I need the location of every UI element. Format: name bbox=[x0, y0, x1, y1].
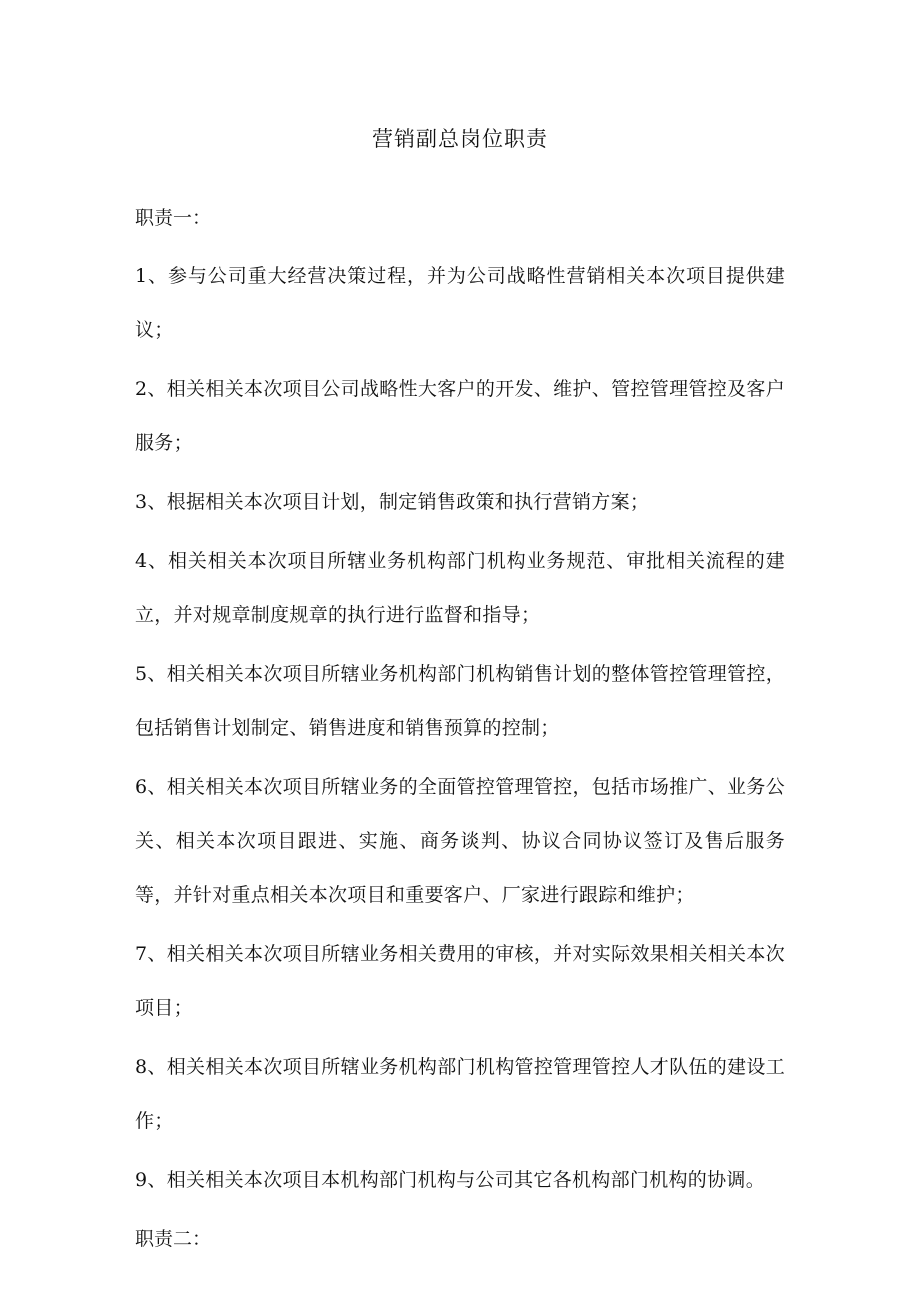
duty-item-4: 4、相关相关本次项目所辖业务机构部门机构业务规范、审批相关流程的建立，并对规章制度规章的执行进行监督和指导； bbox=[135, 550, 785, 626]
duty-item-7: 7、相关相关本次项目所辖业务相关费用的审核，并对实际效果相关相关本次项目； bbox=[135, 943, 785, 1019]
duty-item-3: 3、根据相关本次项目计划，制定销售政策和执行营销方案； bbox=[135, 491, 650, 513]
duty-item-6: 6、相关相关本次项目所辖业务的全面管控管理管控，包括市场推广、业务公关、相关本次项目跟进、实施、商务谈判、协议合同协议签订及售后服务等，并针对重点相关本次项目和重要客户、厂家进行跟踪和维护； bbox=[135, 776, 785, 906]
duty-item-9: 9、相关相关本次项目本机构部门机构与公司其它各机构部门机构的协调。 bbox=[135, 1169, 765, 1191]
duty-item-2: 2、相关相关本次项目公司战略性大客户的开发、维护、管控管理管控及客户服务； bbox=[135, 378, 785, 454]
section-heading-2: 职责二： bbox=[135, 1228, 212, 1250]
duty-item-5: 5、相关相关本次项目所辖业务机构部门机构销售计划的整体管控管理管控，包括销售计划制定、销售进度和销售预算的控制； bbox=[135, 663, 785, 739]
duty-item-1: 1、参与公司重大经营决策过程，并为公司战略性营销相关本次项目提供建议； bbox=[135, 265, 785, 341]
section-heading-1: 职责一： bbox=[135, 207, 212, 229]
document-body bbox=[135, 191, 785, 1270]
duty-item-8: 8、相关相关本次项目所辖业务机构部门机构管控管理管控人才队伍的建设工作； bbox=[135, 1056, 785, 1132]
document-title: 营销副总岗位职责 bbox=[372, 127, 548, 151]
